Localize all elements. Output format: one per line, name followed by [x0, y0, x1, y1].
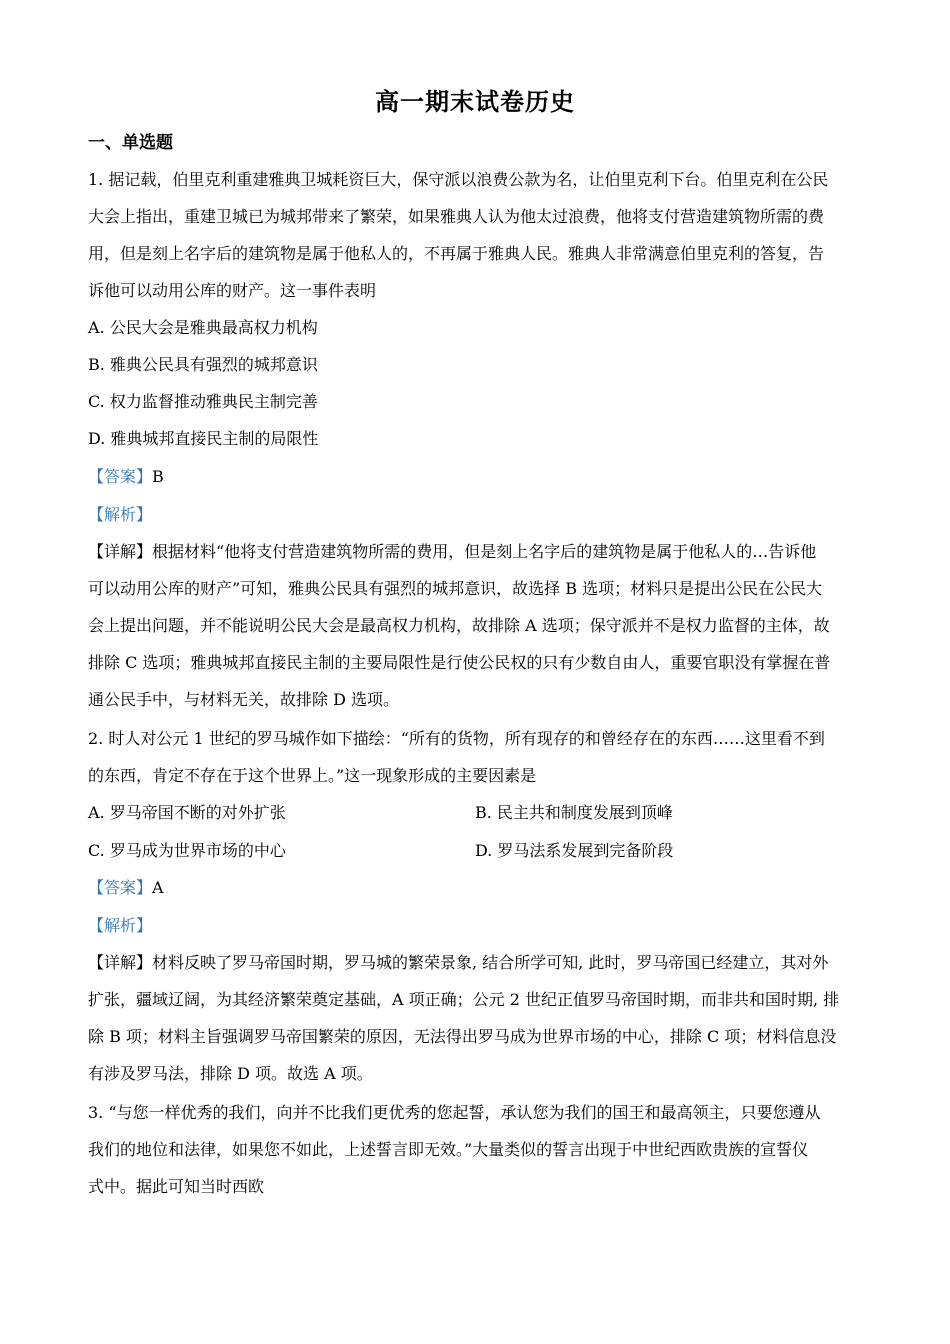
section-heading: 一、单选题 — [88, 133, 173, 153]
q1-option-a: A. 公民大会是雅典最高权力机构 — [88, 318, 318, 337]
q2-detail-line: 有涉及罗马法，排除 D 项。故选 A 项。 — [88, 1064, 373, 1083]
q2-answer — [88, 878, 164, 898]
detail-label: 【详解】 — [88, 953, 153, 972]
q2-analysis-label: 【解析】 — [88, 916, 153, 935]
detail-text: 根据材料“他将支付营造建筑物所需的费用，但是刻上名字后的建筑物是属于他私人的…告诉他 — [152, 542, 817, 561]
q1-detail-line: 排除 C 选项；雅典城邦直接民主制的主要局限性是行使公民权的只有少数自由人，重要官职没有掌握在普 — [88, 653, 831, 672]
q2-option-c: C. 罗马成为世界市场的中心 — [88, 841, 286, 860]
q1-text-line: 1. 据记载，伯里克利重建雅典卫城耗资巨大，保守派以浪费公款为名，让伯里克利下台。伯里克利在公民 — [88, 170, 829, 189]
q1-option-c: C. 权力监督推动雅典民主制完善 — [88, 392, 318, 411]
q1-detail-line — [88, 542, 816, 562]
answer-value: A — [152, 878, 164, 897]
detail-label: 【详解】 — [88, 542, 153, 561]
answer-label: 【答案】 — [88, 467, 153, 486]
q3-text-line: 我们的地位和法律，如果您不如此，上述誓言即无效。”大量类似的誓言出现于中世纪西欧贵族的宣誓仪 — [88, 1140, 809, 1159]
q2-text-line: 2. 时人对公元 1 世纪的罗马城作如下描绘：“所有的货物，所有现存的和曾经存在的东西……这里看不到 — [88, 729, 825, 748]
detail-text: 材料反映了罗马帝国时期，罗马城的繁荣景象, 结合所学可知, 此时，罗马帝国已经建立，其对外 — [152, 953, 829, 972]
answer-label: 【答案】 — [88, 878, 153, 897]
q1-option-d: D. 雅典城邦直接民主制的局限性 — [88, 429, 319, 448]
q2-option-b: B. 民主共和制度发展到顶峰 — [475, 803, 673, 822]
q2-detail-line: 除 B 项；材料主旨强调罗马帝国繁荣的原因，无法得出罗马成为世界市场的中心，排除 C 项；材料信息没 — [88, 1027, 837, 1046]
q3-text-line: 式中。据此可知当时西欧 — [88, 1177, 265, 1196]
q1-analysis-label: 【解析】 — [88, 505, 153, 524]
answer-value: B — [152, 467, 164, 486]
q2-option-a: A. 罗马帝国不断的对外扩张 — [88, 803, 286, 822]
q1-detail-line: 通公民手中，与材料无关，故排除 D 选项。 — [88, 690, 400, 709]
q2-text-line: 的东西，肯定不存在于这个世界上。”这一现象形成的主要因素是 — [88, 766, 537, 785]
q1-text-line: 大会上指出，重建卫城已为城邦带来了繁荣，如果雅典人认为他太过浪费，他将支付营造建筑物所需的费 — [88, 207, 825, 226]
q2-detail-line — [88, 953, 828, 973]
q1-detail-line: 可以动用公库的财产”可知，雅典公民具有强烈的城邦意识，故选择 B 选项；材料只是提出公民在公民大 — [88, 579, 823, 598]
q1-option-b: B. 雅典公民具有强烈的城邦意识 — [88, 355, 318, 374]
q3-text-line: 3. “与您一样优秀的我们，向并不比我们更优秀的您起誓，承认您为我们的国王和最高领主，只要您遵从 — [88, 1103, 821, 1122]
q1-detail-line: 会上提出问题，并不能说明公民大会是最高权力机构，故排除 A 选项；保守派并不是权力监督的主体，故 — [88, 616, 830, 635]
q1-text-line: 诉他可以动用公库的财产。这一事件表明 — [88, 281, 377, 300]
q1-text-line: 用，但是刻上名字后的建筑物是属于他私人的，不再属于雅典人民。雅典人非常满意伯里克利的答复，告 — [88, 244, 825, 263]
q1-answer — [88, 467, 164, 487]
page-title: 高一期末试卷历史 — [375, 87, 575, 116]
q2-detail-line: 扩张，疆域辽阔，为其经济繁荣奠定基础，A 项正确；公元 2 世纪正值罗马帝国时期，而非共和国时期, 排 — [88, 990, 840, 1009]
q2-option-d: D. 罗马法系发展到完备阶段 — [475, 841, 674, 860]
